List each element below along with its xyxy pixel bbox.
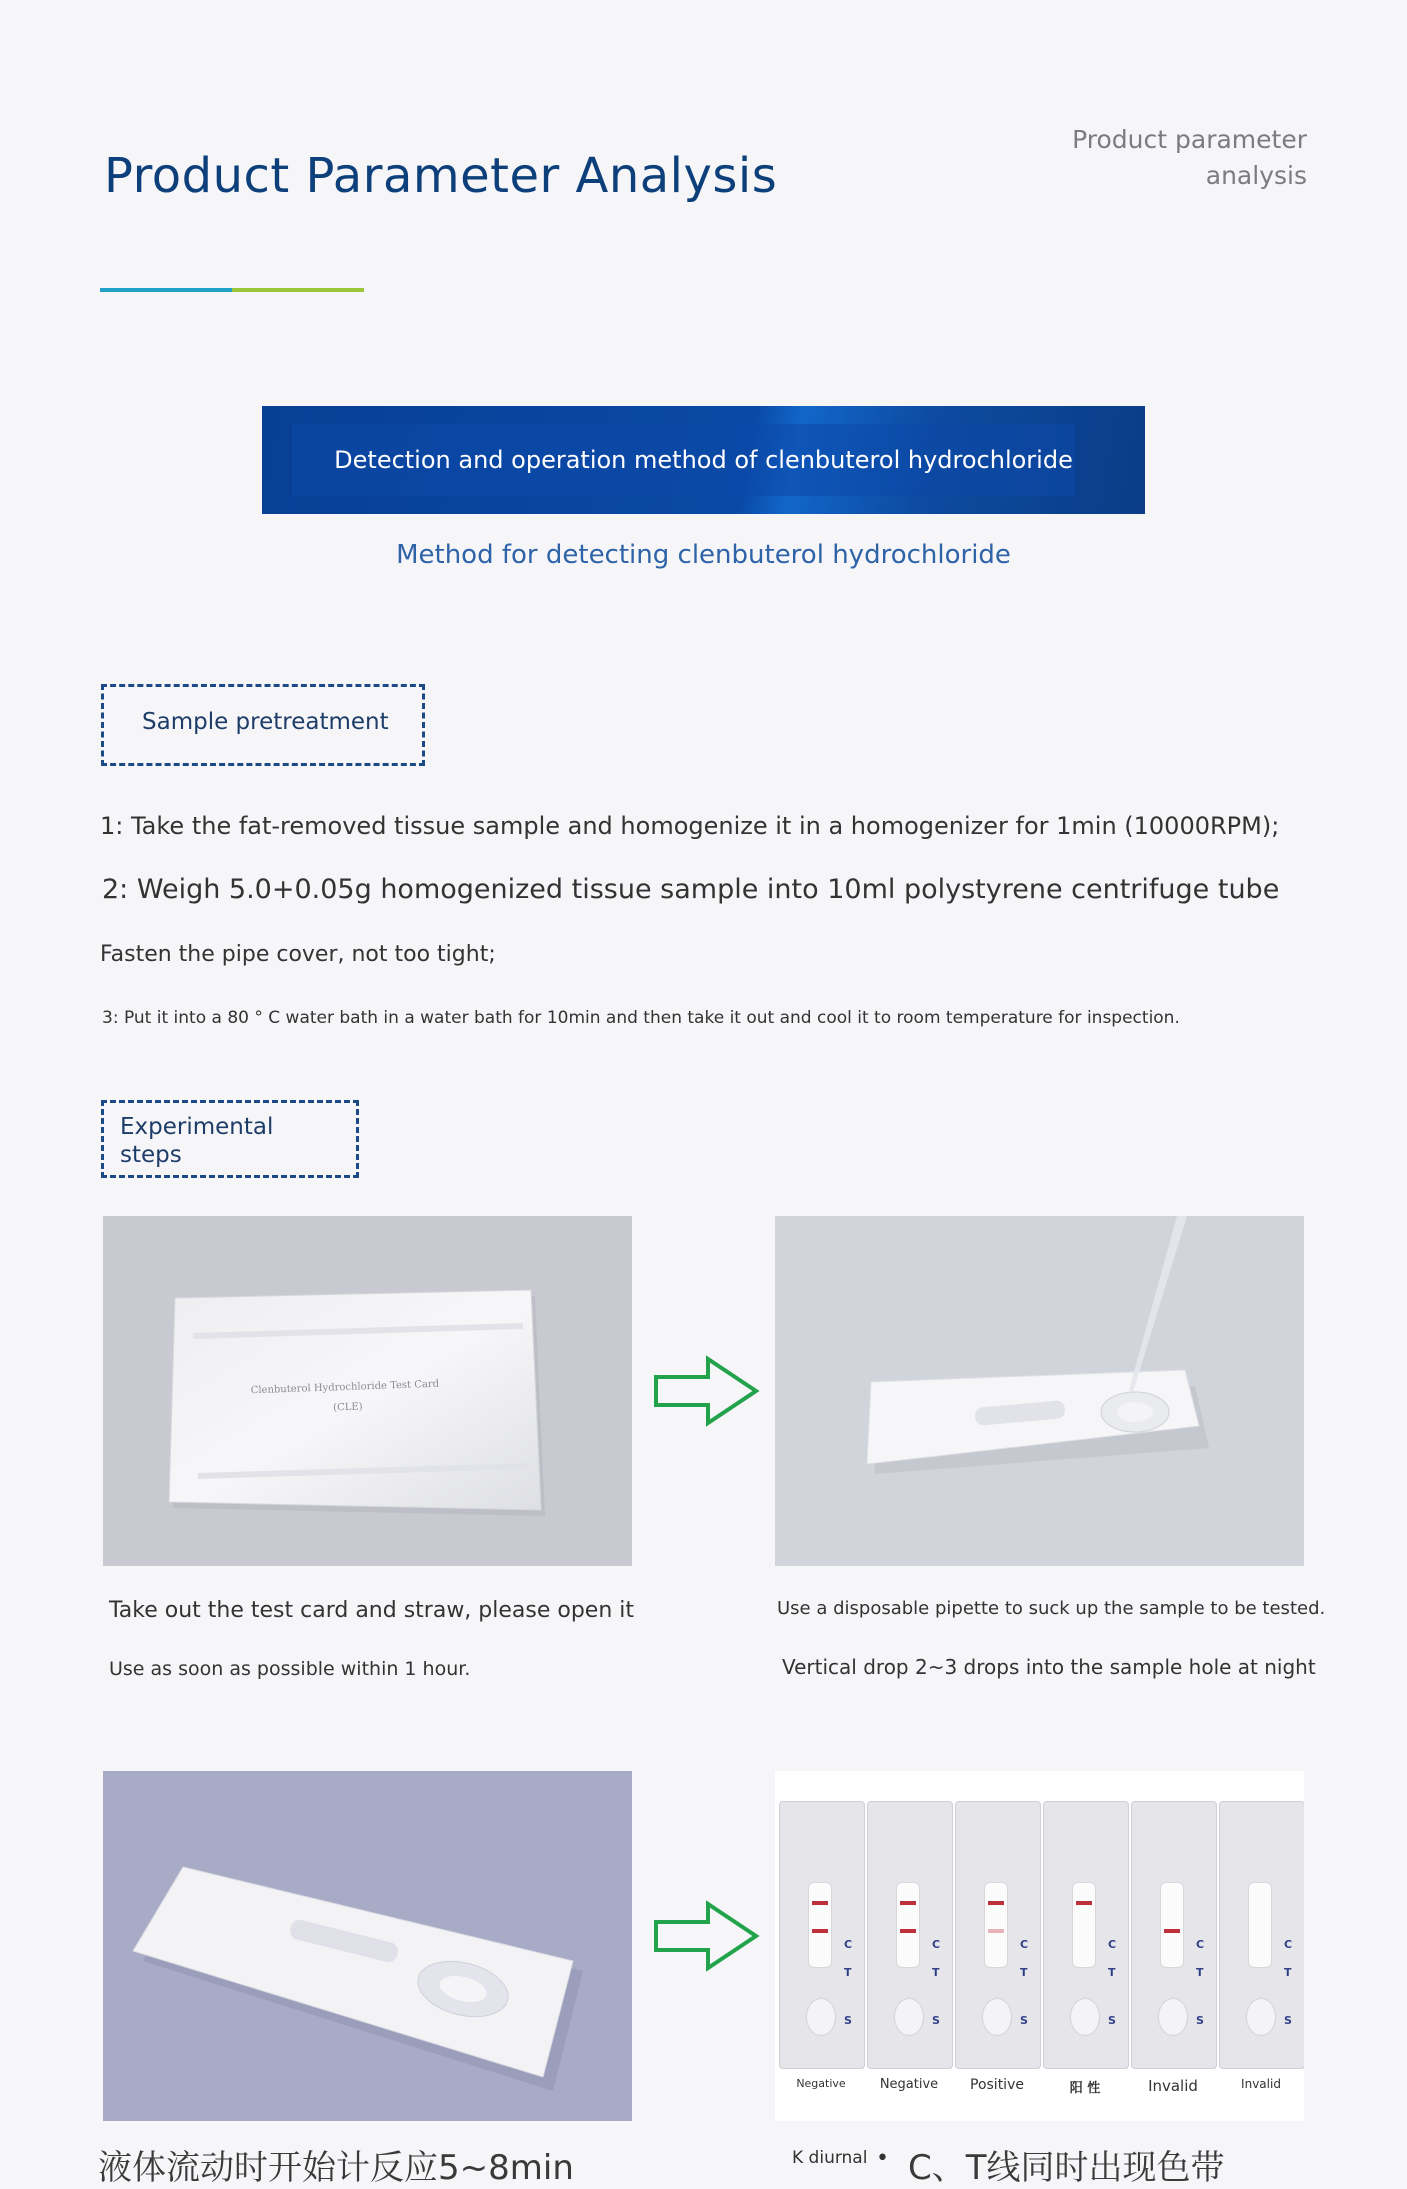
- strip-window: [1072, 1882, 1096, 1968]
- strip-label: Negative: [796, 2077, 846, 2090]
- right-arrow-outline-icon: [652, 1900, 762, 1972]
- title-underline: [100, 288, 364, 292]
- banner-subtitle: Method for detecting clenbuterol hydrochloride: [396, 540, 1011, 570]
- s-mark: S: [1196, 2014, 1204, 2027]
- result-strip: [1131, 1801, 1217, 2069]
- c-line: [988, 1901, 1004, 1905]
- experimental-steps-heading-line2: steps: [120, 1142, 182, 1168]
- strip-label: Invalid: [1241, 2077, 1281, 2091]
- pipette-dropping-photo: [775, 1216, 1304, 1566]
- pouch-label-text: Clenbuterol Hydrochloride Test Card: [250, 1378, 440, 1397]
- strip-window: [1248, 1882, 1272, 1968]
- sample-well: [1070, 1998, 1100, 2036]
- t-mark: T: [1284, 1966, 1292, 1979]
- t-line: [988, 1929, 1004, 1933]
- sample-well: [894, 1998, 924, 2036]
- c-mark: C: [1284, 1938, 1293, 1951]
- pretreatment-step-3: 3: Put it into a 80 ° C water bath in a water bath for 10min and then take it out and cool it to room temperature for inspection.: [102, 1008, 1180, 1028]
- result-strip: [1043, 1801, 1129, 2069]
- c-mark: C: [932, 1938, 941, 1951]
- sample-well: [982, 1998, 1012, 2036]
- sample-pretreatment-heading-box: [101, 684, 425, 766]
- t-mark: T: [932, 1966, 940, 1979]
- s-mark: S: [844, 2014, 852, 2027]
- result-strip: [955, 1801, 1041, 2069]
- step-caption-reaction-time: 液体流动时开始计反应5~8min: [98, 2148, 574, 2188]
- c-line: [900, 1901, 916, 1905]
- strip-label: Positive: [970, 2077, 1024, 2093]
- t-mark: T: [1108, 1966, 1116, 1979]
- banner-text: Detection and operation method of clenbuterol hydrochloride: [334, 446, 1073, 474]
- step-caption-drop-sample: Vertical drop 2~3 drops into the sample hole at night: [782, 1655, 1316, 1679]
- strip-label: Negative: [879, 2077, 939, 2092]
- experimental-steps-heading: [120, 1113, 273, 1169]
- pretreatment-step-1: 1: Take the fat-removed tissue sample and homogenize it in a homogenizer for 1min (10000RPM);: [100, 812, 1280, 840]
- s-mark: S: [1020, 2014, 1028, 2027]
- step-caption-open-card: Take out the test card and straw, please open it: [109, 1598, 635, 1623]
- result-strip: [867, 1801, 953, 2069]
- test-cassette-photo: [103, 1771, 632, 2121]
- result-strip: [779, 1801, 865, 2069]
- corner-title: [1072, 122, 1307, 194]
- pretreatment-step-2-note: Fasten the pipe cover, not too tight;: [100, 942, 496, 967]
- step-caption-ct-lines: C、T线同时出现色带: [908, 2148, 1225, 2188]
- c-mark: C: [1108, 1938, 1117, 1951]
- corner-title-line2: analysis: [1205, 161, 1307, 190]
- sample-well: [1158, 1998, 1188, 2036]
- test-card-pouch-photo: [103, 1216, 632, 1566]
- strip-window: [808, 1882, 832, 1968]
- strip-window: [896, 1882, 920, 1968]
- c-mark: C: [1196, 1938, 1205, 1951]
- pretreatment-step-2: 2: Weigh 5.0+0.05g homogenized tissue sample into 10ml polystyrene centrifuge tube: [102, 874, 1280, 905]
- c-mark: C: [844, 1938, 853, 1951]
- right-arrow-outline-icon: [652, 1355, 762, 1427]
- s-mark: S: [1284, 2014, 1292, 2027]
- t-line: [812, 1929, 828, 1933]
- t-mark: T: [1196, 1966, 1204, 1979]
- experimental-steps-heading-line1: Experimental: [120, 1114, 274, 1140]
- c-line: [1076, 1901, 1092, 1905]
- page-title: Product Parameter Analysis: [104, 148, 778, 204]
- t-line: [1164, 1929, 1180, 1933]
- sample-pretreatment-heading: Sample pretreatment: [142, 709, 389, 735]
- c-mark: C: [1020, 1938, 1029, 1951]
- experimental-steps-heading-box: [101, 1100, 359, 1178]
- t-mark: T: [844, 1966, 852, 1979]
- section-banner: [262, 406, 1145, 514]
- result-strip: [1219, 1801, 1304, 2069]
- t-line: [900, 1929, 916, 1933]
- c-line: [812, 1901, 828, 1905]
- sample-well: [1246, 1998, 1276, 2036]
- strip-label: Invalid: [1148, 2077, 1198, 2095]
- corner-title-line1: Product parameter: [1072, 125, 1307, 154]
- pouch-label-code: (CLE): [333, 1401, 363, 1414]
- bullet-dot: •: [876, 2146, 889, 2171]
- strip-window: [984, 1882, 1008, 1968]
- step-caption-pipette: Use a disposable pipette to suck up the sample to be tested.: [777, 1598, 1326, 1619]
- step-caption-use-within-hour: Use as soon as possible within 1 hour.: [109, 1658, 471, 1680]
- strip-label: 阳 性: [1069, 2081, 1101, 2096]
- step-caption-k-diurnal: K diurnal: [792, 2148, 868, 2168]
- result-strips-panel: [775, 1771, 1304, 2121]
- t-mark: T: [1020, 1966, 1028, 1979]
- s-mark: S: [932, 2014, 940, 2027]
- sample-well: [806, 1998, 836, 2036]
- s-mark: S: [1108, 2014, 1116, 2027]
- strip-window: [1160, 1882, 1184, 1968]
